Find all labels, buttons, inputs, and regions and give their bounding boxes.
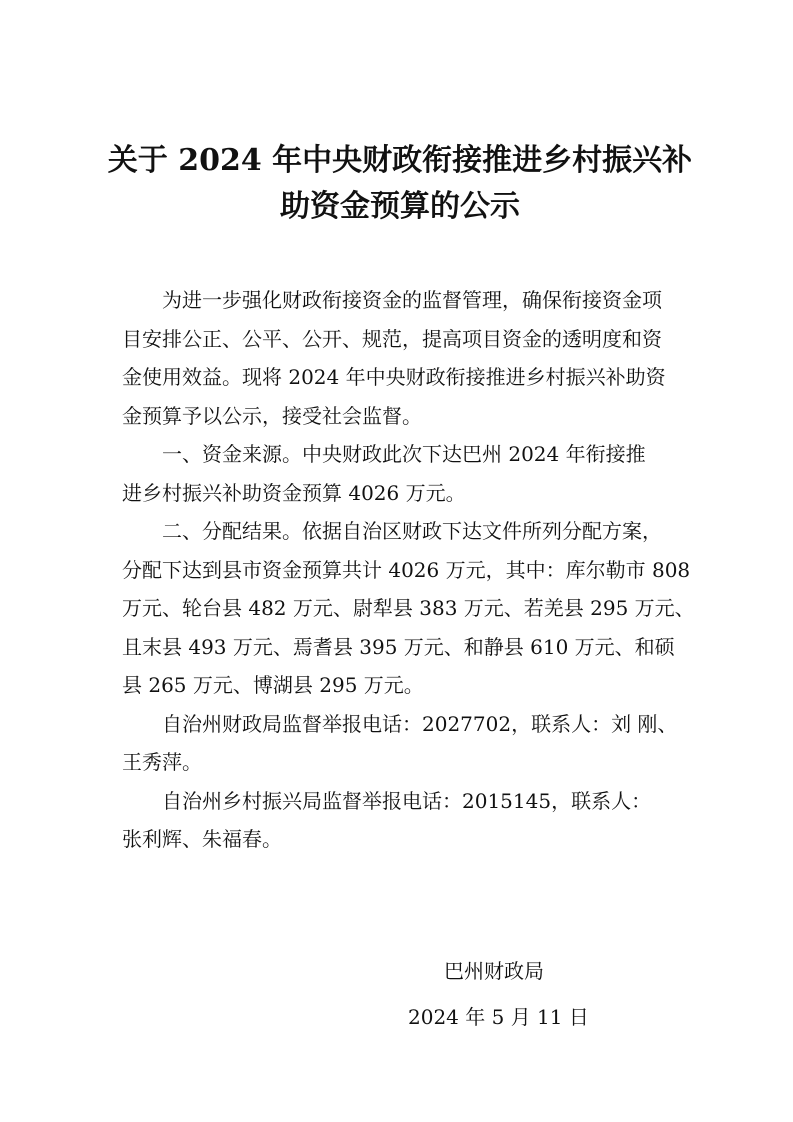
paragraph-line: 目安排公正、公平、公开、规范，提高项目资金的透明度和资 bbox=[122, 326, 662, 351]
signature-date: 2024 年 5 月 11 日 bbox=[408, 1005, 589, 1029]
document-title bbox=[100, 138, 700, 230]
title-line-2: 助资金预算的公示 bbox=[280, 189, 520, 224]
paragraph-line: 二、分配结果。依据自治区财政下达文件所列分配方案， bbox=[162, 519, 662, 543]
paragraph-line: 王秀萍。 bbox=[122, 750, 202, 774]
signature-block bbox=[408, 951, 589, 1037]
title-line-1: 关于 2024 年中央财政衔接推进乡村振兴补 bbox=[107, 143, 693, 178]
paragraph-fund-source bbox=[122, 435, 682, 512]
signature-org: 巴州财政局 bbox=[444, 959, 544, 983]
paragraph-rural-hotline bbox=[122, 782, 682, 859]
document-body bbox=[122, 281, 695, 859]
paragraph-line: 金使用效益。现将 2024 年中央财政衔接推进乡村振兴补助资 bbox=[122, 365, 666, 389]
paragraph-line: 万元、轮台县 482 万元、尉犁县 383 万元、若羌县 295 万元、 bbox=[122, 596, 695, 620]
paragraph-line: 且末县 493 万元、焉耆县 395 万元、和静县 610 万元、和硕 bbox=[122, 634, 675, 659]
paragraph-line: 为进一步强化财政衔接资金的监督管理，确保衔接资金项 bbox=[162, 288, 662, 312]
paragraph-line: 分配下达到县市资金预算共计 4026 万元，其中：库尔勒市 808 bbox=[122, 557, 691, 582]
paragraph-intro bbox=[122, 281, 682, 435]
paragraph-line: 自治州乡村振兴局监督举报电话：2015145，联系人： bbox=[162, 788, 652, 813]
paragraph-allocation bbox=[122, 512, 695, 705]
paragraph-finance-hotline bbox=[122, 705, 682, 782]
paragraph-line: 进乡村振兴补助资金预算 4026 万元。 bbox=[122, 480, 466, 505]
paragraph-line: 自治州财政局监督举报电话：2027702，联系人：刘 刚、 bbox=[162, 711, 678, 736]
paragraph-line: 张利辉、朱福春。 bbox=[122, 827, 282, 851]
paragraph-line: 金预算予以公示，接受社会监督。 bbox=[122, 403, 422, 428]
paragraph-line: 县 265 万元、博湖县 295 万元。 bbox=[122, 673, 424, 697]
paragraph-line: 一、资金来源。中央财政此次下达巴州 2024 年衔接推 bbox=[162, 442, 646, 466]
